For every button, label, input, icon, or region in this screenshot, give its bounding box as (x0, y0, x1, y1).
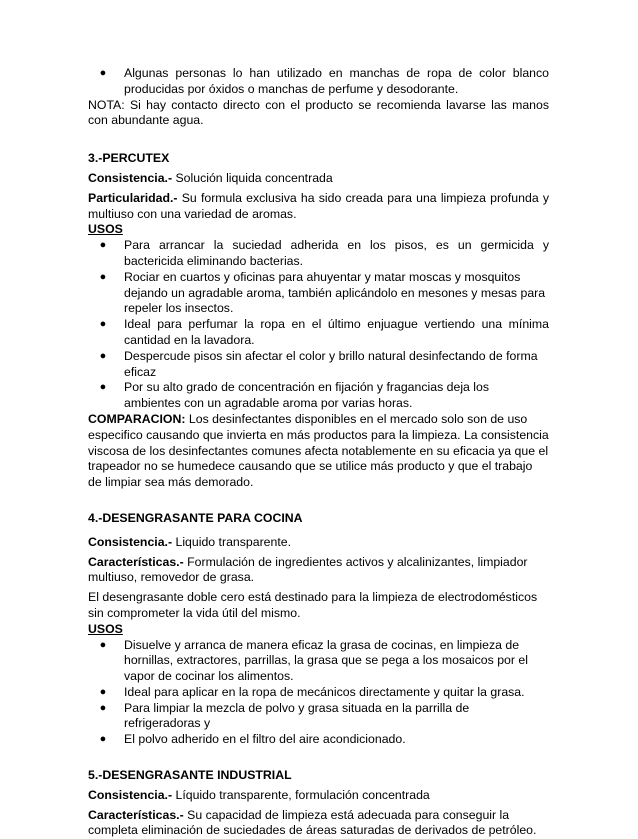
usos-label: USOS (88, 621, 123, 636)
bullet-icon: ● (99, 270, 107, 283)
list-item-text: Rociar en cuartos y oficinas para ahuyentar y matar moscas y mosquitos dejando un agradable aroma, también aplicándolo en mesones y mesas para repeler los insectos. (124, 269, 546, 316)
bullet-icon: ● (99, 67, 107, 79)
list-item (88, 66, 549, 98)
bullet-icon: ● (99, 239, 107, 252)
bullet-icon: ● (99, 349, 107, 362)
particularidad-paragraph (88, 191, 549, 223)
list-item-text: Para arrancar la suciedad adherida en los pisos, es un germicida y bactericida eliminando bacterias. (124, 238, 549, 268)
list-item-text: Ideal para aplicar en la ropa de mecánicos directamente y quitar la grasa. (124, 684, 525, 699)
consistencia-line (88, 788, 549, 804)
usos-label: USOS (88, 222, 123, 237)
list-item-text: El polvo adherido en el filtro del aire acondicionado. (124, 732, 406, 747)
list-item-text: Despercude pisos sin afectar el color y brillo natural desinfectando de forma eficaz (124, 348, 538, 379)
cocina-usos-list (88, 638, 549, 749)
list-item (88, 349, 549, 381)
nota-paragraph: NOTA: Si hay contacto directo con el producto se recomienda lavarse las manos con abundante agua. (88, 97, 549, 128)
consistencia-line (88, 535, 549, 551)
list-item (88, 238, 549, 270)
bullet-icon: ● (99, 381, 107, 394)
consistencia-label: Consistencia.- (88, 534, 173, 549)
list-item-text: Disuelve y arranca de manera eficaz la grasa de cocinas, en limpieza de hornillas, extractores, parrillas, la grasa que se pega a los mosaicos por el vapor de cocinar los alimentos. (124, 637, 528, 684)
list-item-text: Ideal para perfumar la ropa en el último enjuague vertiendo una mínima cantidad en la lavadora. (124, 317, 549, 347)
section-heading-desengrasante-industrial: 5.-DESENGRASANTE INDUSTRIAL (88, 768, 292, 783)
list-item (88, 701, 549, 733)
particularidad-text: Su formula exclusiva ha sido creada para una limpieza profunda y multiuso con una variedad de aromas. (88, 190, 549, 221)
list-item (88, 638, 549, 685)
consistencia-label: Consistencia.- (88, 170, 173, 185)
caracteristicas-paragraph (88, 808, 549, 839)
caracteristicas-text: Su capacidad de limpieza está adecuada para conseguir la completa eliminación de suciedades de áreas saturadas de derivados de petróleo. (88, 807, 537, 838)
descripcion-paragraph: El desengrasante doble cero está destinado para la limpieza de electrodomésticos sin comprometer la vida útil del mismo. (88, 590, 538, 620)
list-item (88, 317, 549, 349)
section-heading-desengrasante-cocina: 4.-DESENGRASANTE PARA COCINA (88, 510, 303, 525)
comparacion-label: COMPARACION: (88, 411, 186, 426)
comparacion-paragraph (88, 412, 549, 491)
caracteristicas-paragraph (88, 555, 549, 587)
bullet-icon: ● (99, 638, 107, 651)
caracteristicas-text: Formulación de ingredientes activos y alcalinizantes, limpiador multiuso, removedor de grasa. (88, 554, 528, 585)
list-item-text: Para limpiar la mezcla de polvo y grasa situada en la parrilla de refrigeradoras y (124, 700, 470, 731)
caracteristicas-label: Características.- (88, 807, 184, 822)
consistencia-line (88, 171, 549, 187)
list-item-text: Por su alto grado de concentración en fijación y fragancias deja los ambientes con un agradable aroma por varias horas. (124, 380, 490, 411)
comparacion-text: Los desinfectantes disponibles en el mercado solo son de uso especifico causando que invierta en más productos para la limpieza. La consistencia viscosa de los desinfectantes comunes afecta notablemente en su eficacia ya que el trapeador no se humedece causando que se utilice más producto y que el trabajo de limpiar sea más demorado. (88, 411, 549, 490)
consistencia-label: Consistencia.- (88, 787, 173, 802)
caracteristicas-label: Características.- (88, 554, 184, 569)
consistencia-text: Solución liquida concentrada (172, 170, 333, 185)
consistencia-text: Líquido transparente, formulación concentrada (172, 787, 430, 802)
bullet-icon: ● (99, 733, 107, 746)
bullet-icon: ● (99, 685, 107, 698)
consistencia-text: Liquido transparente. (172, 534, 292, 549)
particularidad-label: Particularidad.- (88, 190, 178, 205)
list-item (88, 732, 549, 748)
list-item (88, 380, 549, 412)
intro-list (88, 66, 549, 98)
list-item (88, 685, 549, 701)
list-item (88, 270, 549, 317)
percutex-usos-list (88, 238, 549, 412)
list-item-text: Algunas personas lo han utilizado en manchas de ropa de color blanco producidas por óxidos o manchas de perfume y desodorante. (124, 66, 549, 96)
section-heading-percutex: 3.-PERCUTEX (88, 151, 170, 166)
bullet-icon: ● (99, 701, 107, 714)
bullet-icon: ● (99, 318, 107, 331)
